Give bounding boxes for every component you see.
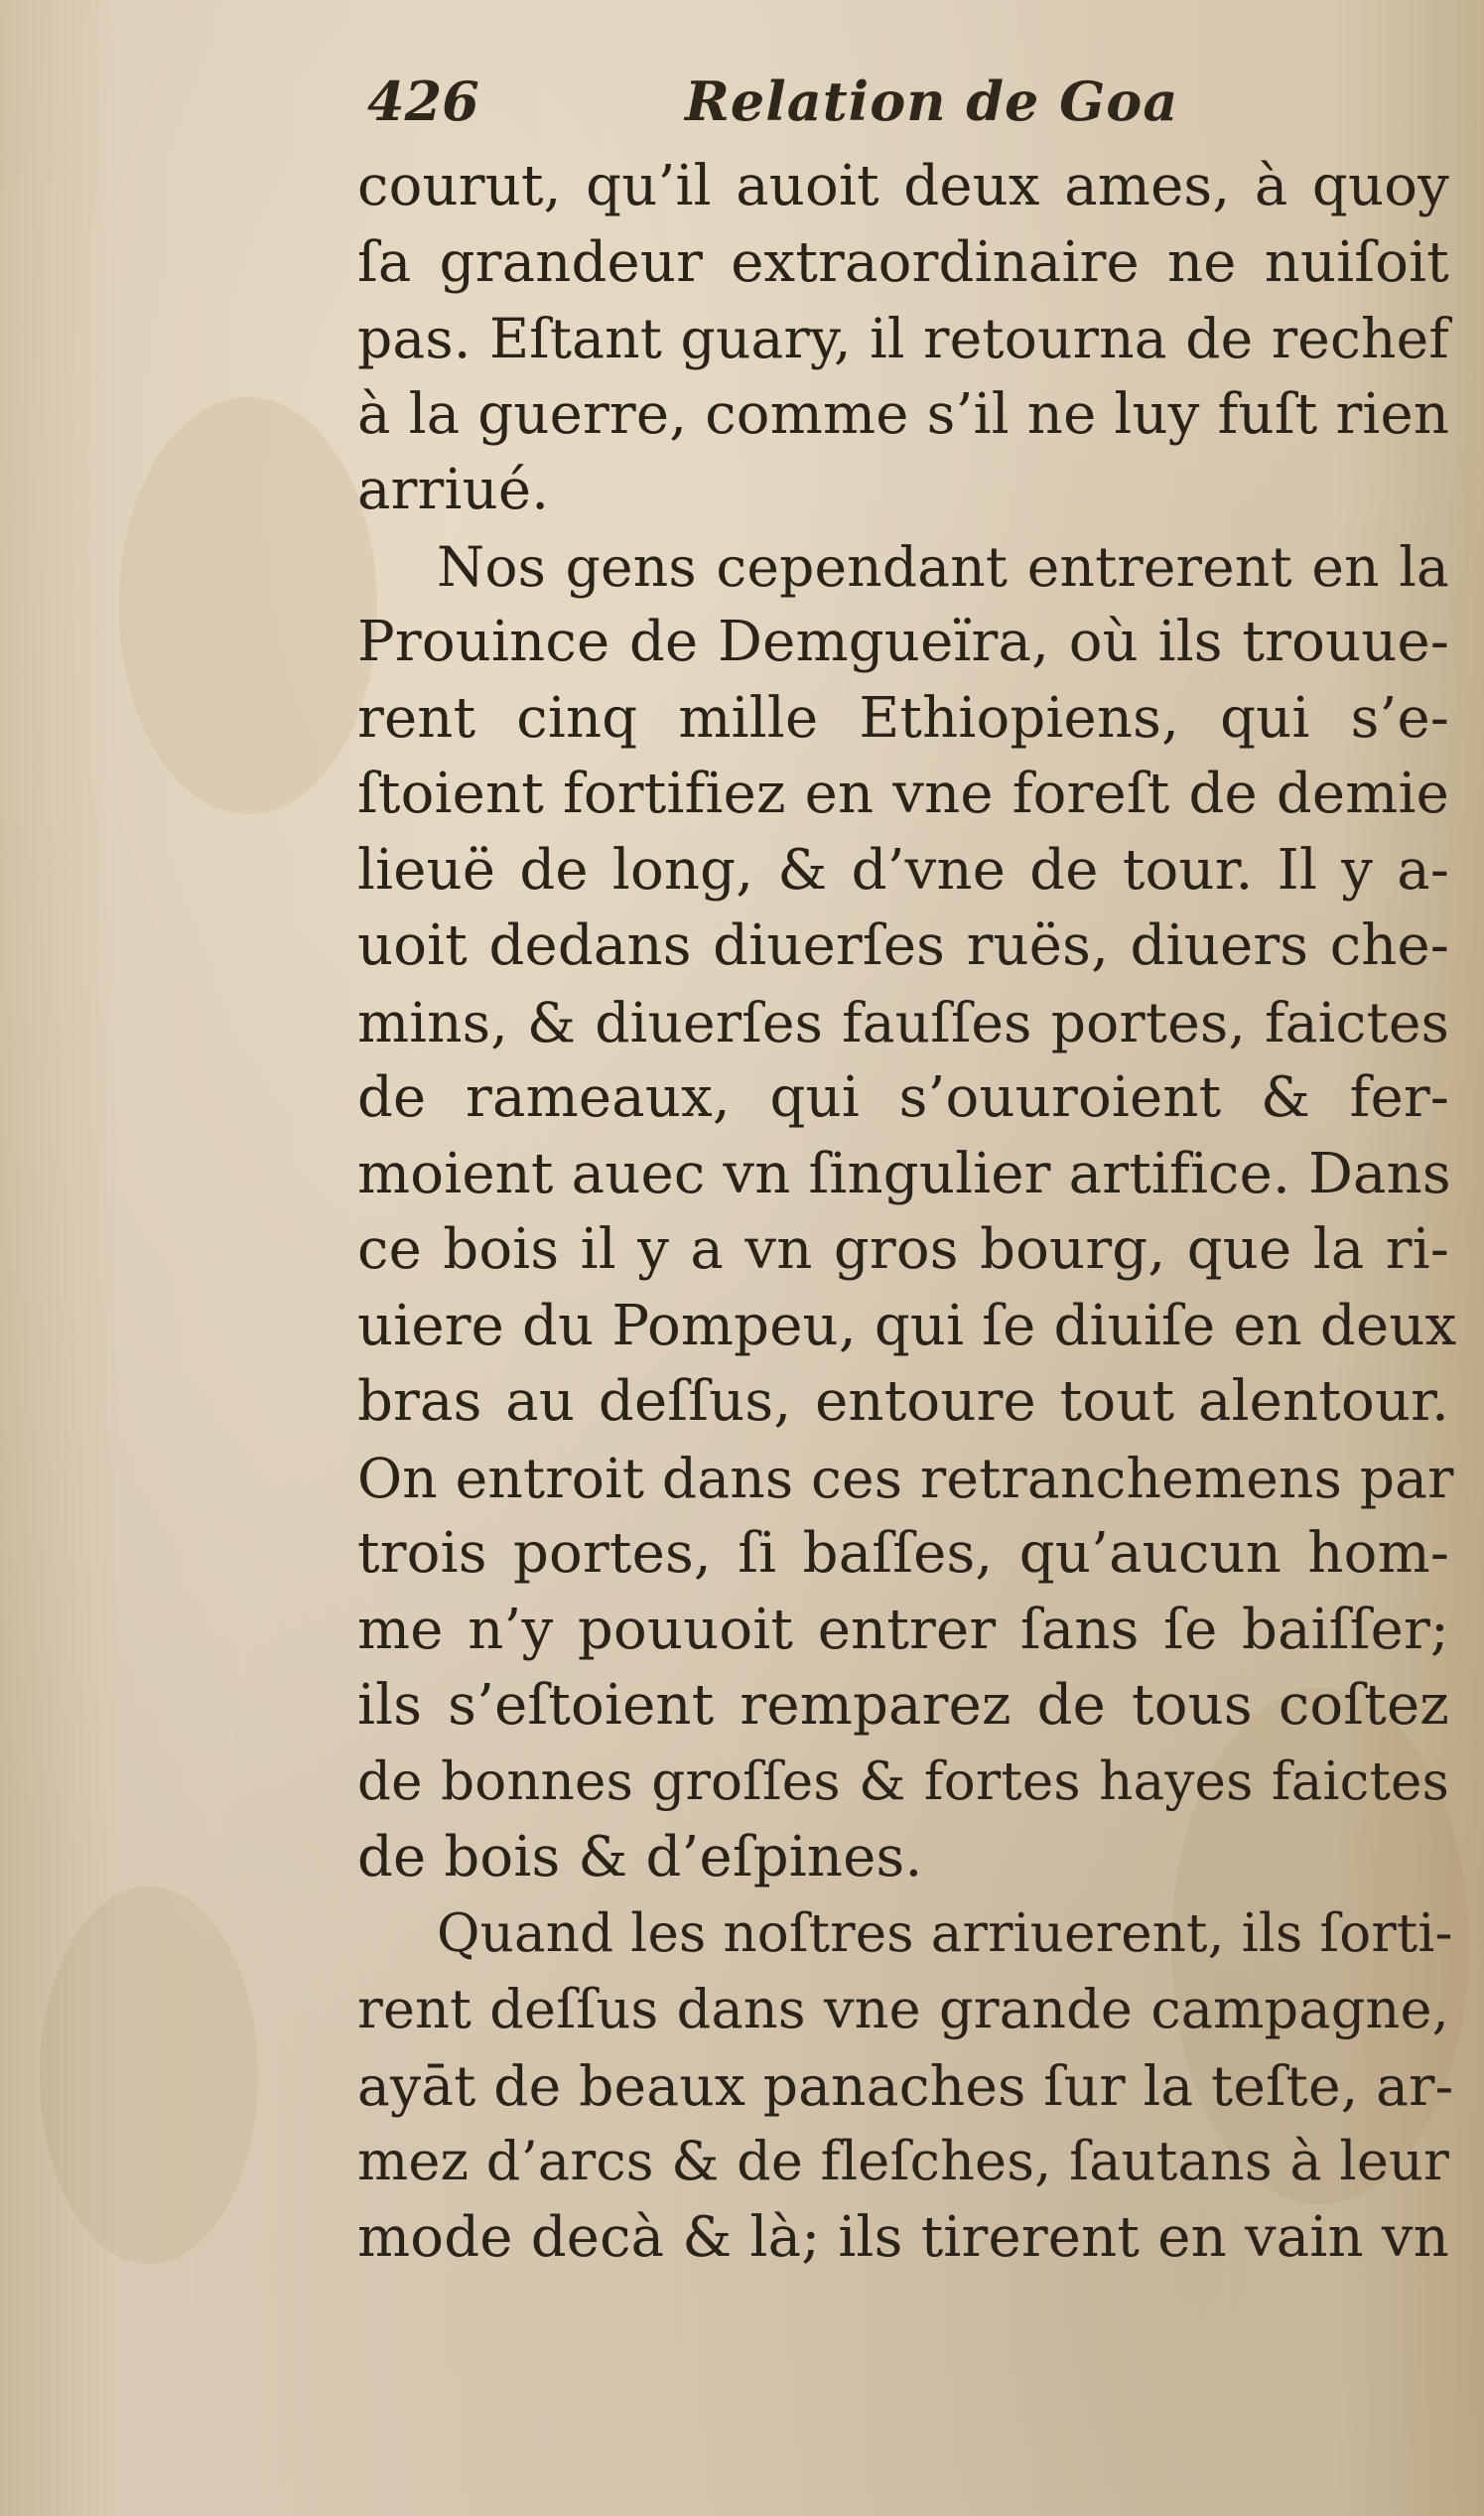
text-line: me n’y pouuoit entrer ſans ſe baiſſer; <box>357 1597 1449 1662</box>
text-line: ils s’eſtoient remparez de tous coſtez <box>357 1673 1449 1738</box>
text-line: Nos gens cependant entrerent en la <box>437 534 1449 599</box>
text-line: ayāt de beaux panaches ſur la teſte, ar- <box>357 2053 1454 2118</box>
text-line: ſtoient fortifiez en vne foreſt de demie <box>357 762 1449 826</box>
text-line: rent deſſus dans vne grande campagne, <box>357 1978 1449 2040</box>
text-line: courut, qu’il auoit deux ames, à quoy <box>357 154 1449 218</box>
text-line: uoit dedans diuerſes ruës, diuers che- <box>357 913 1449 978</box>
text-line: de bonnes groſſes & fortes hayes faictes <box>357 1750 1449 1812</box>
text-line: On entroit dans ces retranchemens par <box>357 1446 1454 1510</box>
text-line: uiere du Pompeu, qui ſe diuiſe en deux <box>357 1293 1457 1358</box>
text-line: bras au deſſus, entoure tout alentour. <box>357 1369 1449 1434</box>
text-line: de bois & d’eſpines. <box>357 1825 923 1889</box>
text-line: à la guerre, comme s’il ne luy fuſt rien <box>357 381 1450 447</box>
text-line: mode decà & là; ils tirerent en vain vn <box>357 2204 1449 2270</box>
paper-stain <box>119 397 377 814</box>
text-line: mins, & diuerſes fauſſes portes, faictes <box>357 990 1449 1054</box>
text-line: rent cinq mille Ethiopiens, qui s’e- <box>357 685 1449 751</box>
page-header <box>357 70 1469 159</box>
text-line: moient auec vn ſingulier artifice. Dans <box>357 1141 1451 1206</box>
running-head: Relation de Goa <box>685 70 1179 133</box>
text-line: arriué. <box>357 458 550 522</box>
text-line: lieuë de long, & d’vne de tour. Il y a- <box>357 837 1449 903</box>
text-line: trois portes, ſi baſſes, qu’aucun hom- <box>357 1521 1449 1586</box>
text-line: mez d’arcs & de fleſches, ſautans à leur <box>357 2130 1449 2192</box>
text-line: Quand les noſtres arriuerent, ils ſorti- <box>437 1902 1453 1964</box>
body-text <box>357 149 1457 2276</box>
text-line: de rameaux, qui s’ouuroient & fer- <box>357 1065 1449 1130</box>
text-line: Prouince de Demgueïra, où ils trouue- <box>357 610 1449 674</box>
paper-stain <box>40 1887 258 2264</box>
text-line: ce bois il y a vn gros bourg, que la ri- <box>357 1217 1449 1282</box>
text-line: ſa grandeur extraordinaire ne nuiſoit <box>357 229 1449 295</box>
text-line: pas. Eſtant guary, il retourna de rechef <box>357 307 1449 370</box>
page-number: 426 <box>367 70 479 133</box>
